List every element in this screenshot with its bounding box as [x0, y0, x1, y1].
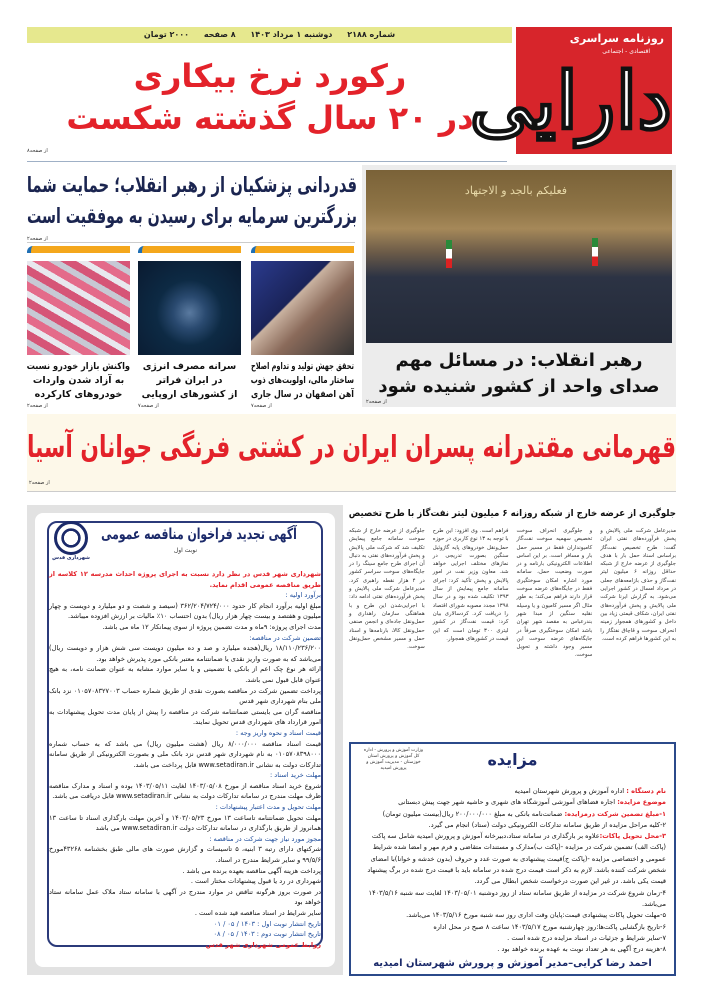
- story-headline-line: ساختار مالی، اولویت‌های ذوب: [250, 375, 354, 386]
- story-page-ref: از صفحه۷: [251, 403, 272, 409]
- issue-number: شماره ۲۱۸۸: [347, 30, 396, 39]
- masthead-name: دارایی: [469, 56, 672, 147]
- calligraphy-banner: فعلیکم بالجد و الاجتهاد: [464, 184, 568, 197]
- main-story-headline[interactable]: [366, 348, 672, 400]
- main-story-page-ref: از صفحه۲: [366, 399, 387, 405]
- story-headline-line: واکنش بازار خودرو نسبت: [26, 361, 130, 372]
- story-accent-bar: [251, 246, 354, 253]
- story-page-ref: از صفحه۷: [138, 403, 159, 409]
- flag-icon: [592, 238, 598, 266]
- divider: [27, 242, 355, 243]
- story-headline-line: از کشورهای اروپایی: [141, 389, 238, 400]
- issue-price: ۲۰۰۰ تومان: [143, 30, 190, 39]
- story-accent-bar: [27, 246, 130, 253]
- masthead-category: اقتصادی - اجتماعی: [602, 48, 650, 55]
- story-headline-line: آهن اصفهان در سال جاری: [251, 389, 354, 400]
- ministry-logo: وزارت آموزش و پرورش - اداره کل آموزش و پرورش استان خوزستان - مدیریت آموزش و پرورش امیدیه: [363, 748, 424, 771]
- tender-round: نوبت اول: [173, 547, 197, 554]
- masthead-tagline: روزنامه سراسری: [569, 32, 664, 45]
- story-card[interactable]: [138, 246, 241, 409]
- tender-title: آگهی تجدید فراخوان مناقصه عمومی: [101, 525, 297, 543]
- lead-headline-line2: در ۲۰ سال گذشته شکست: [66, 99, 474, 137]
- divider: [27, 161, 507, 162]
- sports-headline: قهرمانی مقتدرانه پسران ایران در کشتی فرنگی جوانان آسیا: [26, 430, 676, 465]
- main-story-line2: صدای واحد از کشور شنیده شود: [378, 376, 660, 397]
- story-headline-line: تحقق جهش تولید و تداوم اصلاح: [251, 361, 354, 372]
- story-headline-line: سرانه مصرف انرژی: [142, 361, 237, 372]
- story-photo: [27, 261, 130, 355]
- story-headline-line: در ایران فراتر: [156, 375, 223, 386]
- article-title: جلوگیری از عرضه خارج از شبکه روزانه ۶ میلیون لیتر نفت‌گاز با طرح تخصیص: [348, 508, 676, 519]
- story-photo: [138, 261, 241, 355]
- story-page-ref: از صفحه۲: [27, 403, 48, 409]
- lead-headline-line1: رکورد نرخ بیکاری: [133, 57, 407, 95]
- sports-banner[interactable]: [27, 414, 676, 492]
- article-column: فراهم است. وی افزود: این طرح با توجه به ۱۳ نوع کاربری در حوزه حمل‌ونقل خودروهای پایه گازوئیل سنگین بصورت تدریجی در نمازهای مختلف اجرایی خواهد شد. معاون وزیر نفت در امور پالایش و پخش تأکید کرد: اجرای سامانه جامع پیمایش از سال ۱۳۹۳ تکلیف شده بود و در سال ۱۳۹۸ مجدد مصوبه شورای اقتصاد را دریافت کرد. کردسالاری بیان کرد: قیمت نفت‌گاز در کشور لیتری ۳۰۰ تومان است که این قیمت در کشورهای همجوار.: [432, 528, 509, 642]
- story-headline: [251, 360, 354, 402]
- second-headline-line2: بزرگترین سرمایه برای رسیدن به موفقیت است: [26, 204, 358, 228]
- second-headline[interactable]: [27, 170, 357, 232]
- lead-headline[interactable]: [60, 55, 480, 139]
- masthead-logo: [469, 27, 672, 154]
- auction-title: مزایده: [487, 750, 538, 769]
- flag-icon: [446, 240, 452, 268]
- story-accent-bar: [138, 246, 241, 253]
- municipality-logo-name: شهرداری قدس: [52, 555, 90, 561]
- municipality-logo: [49, 521, 93, 561]
- tender-body: شهرداری شهر قدس در نظر دارد نسبت به اجرای پروژه احداث مدرسه ۱۲ کلاسه از طریق مناقصه عمومی اقدام نماید. برآورد اولیه : مبلغ اولیه برآورد انجام کار حدود ۳۶۲/۲۰۴/۷۲۴/۰۰۰ (سیصد و شصت و دو میلیارد و دویست و چهار میلیون و هفتصد و بیست چهار هزار ریال) بدون احتساب ۱۰٪ مالیات بر ارزش افزوده میباشد. مدت اجرای پروژه: ۹ماه و مدت تضمین پروژه از سوی پیمانکار ۱۲ ماه می باشد. تضمین شرکت در مناقصه: ۱۸/۱۱۰/۲۳۶/۲۰۰ ریال(هجده میلیارد و صد و ده میلیون دویست سی شش هزار و دویست ریال) می‌باشد که به صورت واریز نقدی یا ضمانتنامه معتبر بانکی مورد پذیرش خواهد بود. ارائه هر نوع چک اعم از بانکی یا تضمینی و یا سایر موارد مشابه به عنوان ضمانت نامه، به هیچ عنوان قابل قبول نمی باشد. پرداخت تضمین شرکت در مناقصه بصورت نقدی از طریق شماره حساب ۰۱۰۵۷۰۸۳۲۷۰۰۳ نزد بانک ملی بنام شهرداری شهر قدس مناقصه گران می بایستی ضمانتنامه شرکت در مناقصه را پیش از پایان مدت تحویل پیشنهادات به امور قرارداد های شهرداری قدس تحویل نمایند. قیمت اسناد و نحوه واریز وجه : قیمت اسناد مناقصه ۸/۰۰۰/۰۰۰ ریال (هشت میلیون ریال) می باشد که به حساب شماره ۰۱۰۵۷۰۸۳۹۸۰۰۰ به نام شهرداری شهر قدس نزد بانک ملی و بصورت الکترونیکی از طریق سامانه تدارکات دولت به نشانی www.setadiran.ir قابل پرداخت می باشد. مهلت خرید اسناد : شروع خرید اسناد مناقصه از مورخ ۱۴۰۳/۰۵/۰۸ لغایت ۱۴۰۳/۰۵/۱۱ بوده و اسناد و مدارک مناقصه ظرف مهلت مندرج در سامانه تدارکات دولت به نشانی www.setadiran.ir قابل دریافت می باشد. مهلت تحویل و مدت اعتبار پیشنهادات : مهلت تحویل ضمانتنامه تاساعت ۱۳ مورخ ۱۴۰۳/۰۵/۲۳ و آخرین مهلت بارگذاری اسناد تا ساعت ۱۳ همانروز از طریق بارگذاری در سامانه تدارکات دولت www.setadiran.ir می باشد مجوز مورد نیاز جهت شرکت در مناقصه : شرکتهای دارای رتبه ۳ ابنیه، ۵ تاسیسات و گزارش صورت های مالی طبق بخشنامه ۴۳۲۶۸مورخ ۹۹/۵/۶ و سایر شرایط مندرج در اسناد. پرداخت هزینه آگهی مناقصه بعهده برنده می باشد . شهرداری در رد یا قبول پیشنهادات مختار است . در صورت بروز هرگونه تناقض در موارد مندرج در آگهی با سامانه ستاد ملاک عمل سامانه ستاد خواهد بود سایر شرایط در اسناد مناقصه قید شده است . تاریخ انتشار نوبت اول : ۱۴۰۳ / ۰۵ / ۰۱ تاریخ انتشار نوبت دوم : ۱۴۰۳ / ۰۵ / ۰۸ روابط عمومی شهرداری شهر قدس: [49, 570, 321, 949]
- story-card[interactable]: [27, 246, 130, 409]
- second-page-ref: از صفحه۲: [27, 236, 48, 242]
- sports-page-ref: از صفحه۲: [29, 480, 50, 486]
- issue-info-bar: [27, 27, 512, 43]
- main-story-line1: رهبر انقلاب: در مسائل مهم: [395, 350, 643, 371]
- main-story-photo[interactable]: [366, 170, 672, 343]
- fuel-article[interactable]: [349, 508, 676, 732]
- second-headline-line1: قدردانی پزشکیان از رهبر انقلاب؛ حمایت شما: [26, 173, 358, 197]
- story-headline-line: به آزاد شدن واردات: [32, 375, 125, 386]
- article-column: مدیرعامل شرکت ملی پالایش و پخش فرآورده‌های نفتی ایران گفت: طرح تخصیص نفت‌گاز براساس اسناد حمل بار با هدف جلوگیری از عرضه خارج از شبکه حداقل روزانه ۶ میلیون لیتر نفت‌گاز و حذف بازامعه‌های جعلی در مرداد امسال در کشور اجرایی می‌شود. به گزارش ایرنا شرکت ملی پالایش و پخش فرآورده‌های نفتی ایران، شکاف قیمتی زیاد بین داخل و کشورهای همجوار زمینه انحراف سوخت و قاچاق نفتگاز را به این کشورها فراهم کرده است.: [600, 528, 676, 642]
- story-headline: [138, 360, 241, 402]
- story-card[interactable]: [251, 246, 354, 409]
- lead-page-ref: از صفحه۸: [27, 148, 48, 154]
- auction-signature: احمد رضا کرایی–مدیر آموزش و پرورش شهرستان امیدیه: [373, 958, 652, 970]
- issue-pages: ۸ صفحه: [203, 30, 236, 39]
- story-headline-line: خودروهای کارکرده: [34, 389, 123, 400]
- article-column: جلوگیری از عرضه خارج از شبکه سوخت سامانه جامع پیمایش تکلیف شد که شرکت ملی پالایش و پخش فرآورده‌های نفتی به دنبال آن اجرای طرح جامع سینگ را در جایگاه‌های سوخت سراسر کشور در ۴ هزار نقطه راهبری کرد. مدیرعامل شرکت ملی پالایش و پخش فرآورده‌های نفتی ادامه داد: با اجرایی‌شدن این طرح و با هماهنگی سازمان راهداری و حمل‌ونقل جاده‌ای و انجمن صنفی حمل‌ونقل کالا، بارنامه‌ها و اسناد حمل و مسیر مشخص حمل‌ونقل سوخت.: [349, 528, 425, 651]
- auction-ad: مزایده وزارت آموزش و پرورش - اداره کل آموزش و پرورش استان خوزستان - مدیریت آموزش و پرورش امیدیه نام دستگاه : اداره آموزش و پرورش شهرستان امیدیه موضوع مزایده: اجاره فضاهای آموزشی آموزشگاه های شهری و حاشیه شهر جهت پیش دبستانی ۱-مبلغ تضمین شرکت درمزایده: ضمانت‌نامه بانکی به مبلغ ۲۰۰/۰۰۰/۰۰۰ ریال(بیست میلیون تومان) ۲-کلیه مراحل مزایده از طریق سامانه تدارکات الکترونیکی دولت (ستاد) انجام می گیرد. ۳-محل تحویل پاکات:علاوه بر بارگذاری در سامانه ستاد،دبیرخانه آموزش و پرورش امیدیه شامل سه پاکت (پاکت الف) تضمین شرکت در مزایده -(پاکت ب)مدارک و مستندات متقاضی و فرم مهر و امضا شده شرایط عمومی و اختصاصی مزایده -(پاکت ج)قیمت پیشنهادی به صورت عدد و حروف (بدون خدشه و خوانا)با امضای شخص شرکت کننده باشد. لازم به ذکر است قیمت درج شده در سامانه باید با قیمت درج شده در برگ پیشنهاد قیمت یکی باشد. در غیر این صورت درخواست شخص ابطال می گردد. ۴-زمان شروع شرکت در مزایده از طریق سامانه ستاد از روز دوشنبه ۱۴۰۳/۰۵/۰۱ لغایت سه شنبه ۱۴۰۳/۵/۱۶ می‌باشد. ۵-مهلت تحویل پاکات پیشنهادی قیمت:پایان وقت اداری روز سه شنبه مورخ ۱۴۰۳/۵/۱۶ می‌باشد. ۶-تاریخ بازگشایی پاکت‌ها:روز چهارشنبه مورخ ۱۴۰۳/۵/۱۷ ساعت ۸ صبح در محل اداره ۷-سایر شرایط و جزئیات در اسناد مزایده درج شده است . ۸-هزینه درج آگهی به هر تعداد نوبت به عهده برنده خواهد بود . احمد رضا کرایی–مدیر آموزش و پرورش شهرستان امیدیه: [349, 742, 676, 976]
- story-photo: [251, 261, 354, 355]
- tender-footer: روابط عمومی شهرداری شهر قدس: [205, 940, 321, 949]
- article-column: و جلوگیری انحراف سوخت تخصیص سهمیه سوخت نفت‌گاز کامیونداران فقط در مسیر حمل بار و مسافر است. بر این اساس اطلاعات الکترونیکی بارنامه و در صورت وضعیت حمل، سامانه مورد اشاره امکان سوختگیری فقط در جایگاه‌های عرضه سوخت قرار دارند فراهم می‌کند؛ به طور مثال اگر مسیر کامیون و یا وسیله نقلیه سنگین از مبدا شهر بندرعباس به مقصد شهر تهران باشد امکان سوختگیری صرفاً در جایگاه‌های عرضه سوخت این مسیر وجود داشته و تحویل سوخت.: [516, 528, 593, 659]
- tender-ad: [27, 505, 343, 975]
- story-headline: [27, 360, 130, 402]
- issue-date: دوشنبه ۱ مرداد ۱۴۰۳: [250, 30, 333, 39]
